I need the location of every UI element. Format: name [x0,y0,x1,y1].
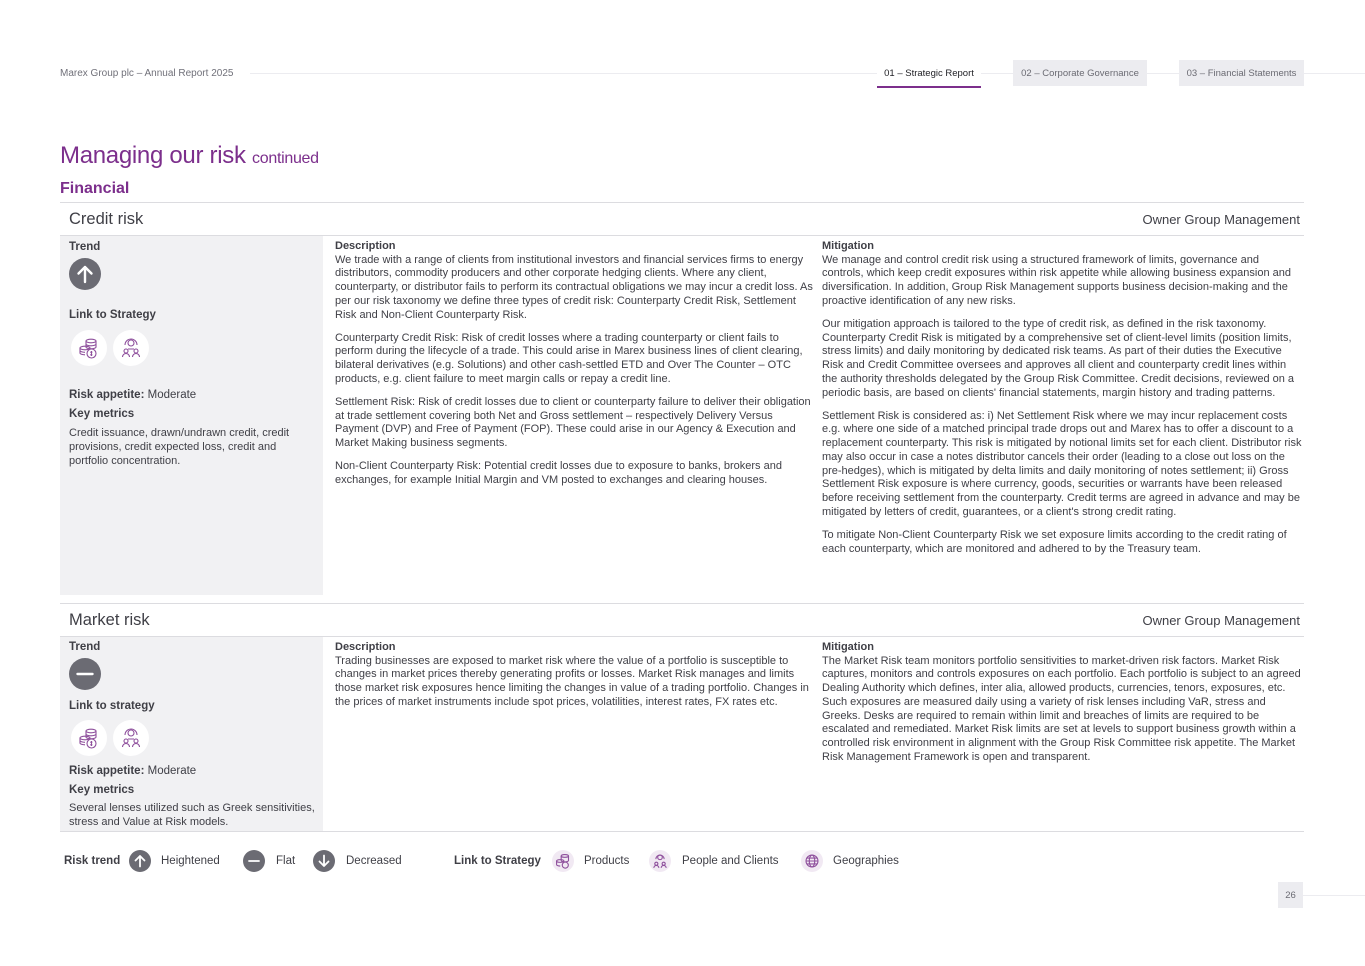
heightened-icon [129,850,151,872]
legend-flat: Flat [276,855,296,867]
risk-owner: Owner Group Management [1142,212,1300,227]
risk-appetite-value: Moderate [147,765,197,777]
page-number-line [1303,895,1365,896]
mitigation-paragraph: Our mitigation approach is tailored to the type of credit risk, as defined in the risk taxonomy. Counterparty Credit Risk is mitigated by a comprehensive set of client-level limits (position limits, stress limits) and daily monitoring by dedicated risk teams. As part of their duties the Executive Risk and Credit Committee oversees and approves all client and counterparty credit lines within the authority thresholds delegated by the Group Risk Committee. Credit decisions, reviewed on a periodic basis, are based on clients' financial statements, margin history and trading patterns. [822,318,1295,399]
legend-geographies: Geographies [833,855,899,867]
legend-products-icon [552,850,574,872]
products-icon [71,330,107,366]
mitigation-paragraph: We manage and control credit risk using a structured framework of limits, governance and controls, which keep credit exposures within risk appetite while allowing business expansion and diversification. In addition, Group Risk Management supports business decision-making and the proactive identification of any new risks. [822,253,1291,307]
trend-label: Trend [69,641,101,653]
page-title-main: Managing our risk [60,142,246,169]
description-paragraph: Trading businesses are exposed to market risk where the value of a portfolio is susceptible to changes in market prices thereby generating profits or losses. Market Risk manages and limits those market risk exposures hence limiting the changes in value of a trading portfolio. Changes in the prices of market instruments include spot prices, volatilities, interest rates, FX rates etc. [335,654,809,708]
page-title [60,142,319,170]
risk-appetite-value: Moderate [147,389,197,401]
risk-name: Market risk [69,611,150,629]
decreased-icon [313,850,335,872]
legend-people-and-clients-icon [649,850,671,872]
market-description [335,641,815,719]
legend-people-and-clients: People and Clients [682,855,779,867]
link-to-strategy-label: Link to Strategy [69,309,156,321]
link-to-strategy-label: Link to strategy [69,700,155,712]
mitigation-paragraph: Settlement Risk is considered as: i) Net Settlement Risk where we may incur replacement costs e.g. where one side of a matched principal trade drops out and Marex has to offer a discount to a replacement counterparty. This risk is mitigated by notional limits set for each client. Distributor risk may also occur in case a notes distributor cancels their order (leading to a close out loss on the pre-hedges), which is mitigated by delta limits and daily monitoring of notes settlement; ii) Gross Settlement Risk exposure is where currency, goods, securities or warrants have been released before receiving settlement from the counterparty. Credit terms are agreed in advance and may be mitigated by letters of credit, guarantees, or a client's strong credit rating. [822,409,1302,518]
legend-geographies-icon [801,850,823,872]
tab-corporate-governance[interactable]: 02 – Corporate Governance [1013,60,1147,86]
credit-risk-block [60,202,1304,595]
mitigation-paragraph: To mitigate Non-Client Counterparty Risk we set exposure limits according to the credit rating of each counterparty, which are monitored and adhered to by the Treasury team. [822,528,1287,555]
key-metrics-text: Several lenses utilized such as Greek sensitivities, stress and Value at Risk models. [69,802,315,828]
risk-appetite-label: Risk appetite: [69,389,145,401]
page-number: 26 [1278,882,1303,908]
legend-products: Products [584,855,630,867]
risk-appetite-label: Risk appetite: [69,765,145,777]
risk-name: Credit risk [69,210,144,228]
legend-link-to-strategy-label: Link to Strategy [454,855,541,867]
risk-owner: Owner Group Management [1142,613,1300,628]
credit-risk-header [60,202,1304,236]
legend-decreased: Decreased [346,855,402,867]
description-paragraph: Non-Client Counterparty Risk: Potential credit losses due to exposure to banks, brokers and exchanges, for example Initial Margin and VM posted to exchanges and clearing houses. [335,460,782,487]
products-icon [71,720,107,756]
trend-label: Trend [69,241,101,253]
people-and-clients-icon [113,720,149,756]
description-heading: Description [335,641,396,653]
market-mitigation [822,641,1302,774]
people-and-clients-icon [113,330,149,366]
credit-risk-sidebar [60,236,323,595]
flat-icon [243,850,265,872]
mitigation-heading: Mitigation [822,641,874,653]
risk-appetite [69,765,196,777]
description-heading: Description [335,240,396,252]
page-title-suffix: continued [252,150,319,167]
tab-strategic-report[interactable]: 01 – Strategic Report [877,60,981,88]
market-risk-block [60,603,1304,831]
description-paragraph: Settlement Risk: Risk of credit losses due to client or counterparty failure to deliver their obligation at trade settlement covering both Net and Gross settlement – respectively Delivery Versus Payment (DVP) and Free of Payment (FOP). These could arise in our Agency & Execution and Market Making business segments. [335,396,811,450]
credit-description [335,240,815,497]
risk-appetite [69,389,196,401]
document-title: Marex Group plc – Annual Report 2025 [60,68,234,79]
description-paragraph: We trade with a range of clients from institutional investors and financial services firms to energy distributors, commodity producers and other corporate hedging clients. Where any client, counterparty, or distributor fails to perform its contractual obligations we may incur a credit loss. As per our risk taxonomy we define three types of credit risk: Counterparty Credit Risk, Settlement Risk and Non-Client Counterparty Risk. [335,253,813,321]
trend-heightened-icon [69,258,101,290]
legend-risk-trend-label: Risk trend [64,855,121,867]
tab-financial-statements[interactable]: 03 – Financial Statements [1179,60,1304,86]
key-metrics-label: Key metrics [69,408,135,420]
trend-flat-icon [69,658,101,690]
key-metrics-text: Credit issuance, drawn/undrawn credit, credit provisions, credit expected loss, credit and portfolio concentration. [69,427,290,467]
description-paragraph: Counterparty Credit Risk: Risk of credit losses where a trading counterparty or client fails to perform during the lifecycle of a trade. This could arise in Marex business lines of client clearing, bilateral derivatives (e.g. Solutions) and other cash-settled ETD and Over The Counter – OTC products, e.g. client failure to meet margin calls or repay a credit line. [335,331,803,385]
legend-divider [60,831,1304,832]
key-metrics-label: Key metrics [69,784,135,796]
mitigation-heading: Mitigation [822,240,874,252]
legend-heightened: Heightened [161,855,220,867]
mitigation-paragraph: The Market Risk team monitors portfolio sensitivities to market-driven risk factors. Market Risk captures, monitors and controls exposures on each portfolio. Each portfolio is subject to an agreed Dealing Authority which defines, inter alia, allowed products, currencies, tenors, exposures, etc. Such exposures are measured daily using a variety of risk lenses including VaR, stress and Greeks. Desks are required to remain within limit and breaches of limits are required to be escalated and remediated. Market Risk limits are set at levels to support business growth within a controlled risk environment in alignment with the Group Risk Committee risk appetite. The Market Risk Management Framework is open and transparent. [822,654,1301,763]
section-title: Financial [60,180,130,197]
market-risk-header [60,603,1304,637]
credit-mitigation [822,240,1302,566]
market-risk-sidebar [60,637,323,831]
